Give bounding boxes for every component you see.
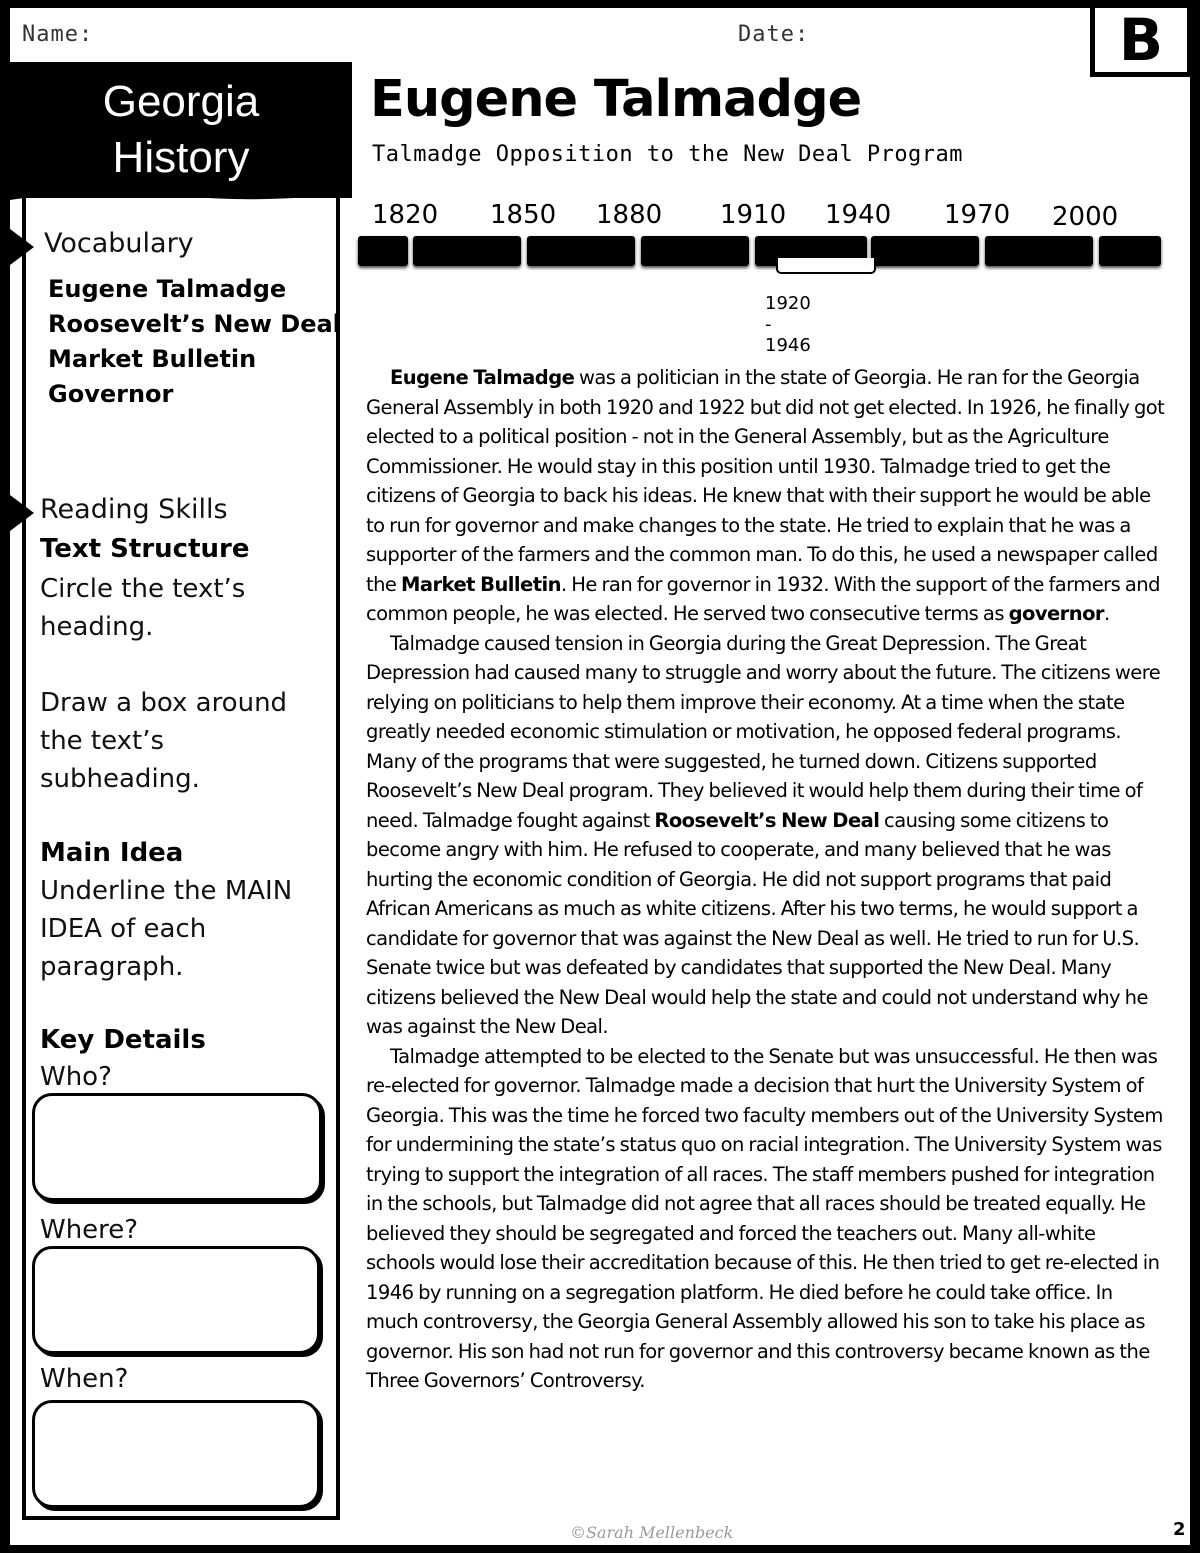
worksheet-page (10, 8, 1190, 1545)
main-idea-heading: Main Idea (40, 838, 184, 868)
timeline-year: 2000 (1052, 202, 1119, 232)
copyright-text: ©Sarah Mellenbeck (570, 1523, 734, 1542)
page-title: Eugene Talmadge (370, 70, 862, 129)
timeline-segment (985, 236, 1093, 266)
timeline-year: 1880 (596, 200, 663, 230)
paragraph-1: Eugene Talmadge was a politician in the state of Georgia. He ran for the Georgia General Assembly in both 1920 and 1922 but did not get elected. In 1926, he finally got elected to a political position - not in the General Assembly, but as the Agriculture Commissioner. He would stay in this position until 1930. Talmadge tried to get the citizens of Georgia to back his ideas. He knew that with their support he would be able to run for governor and make changes to the state. He tried to explain that he was a supporter of the farmers and the common man. To do this, he used a newspaper called the Market Bulletin. He ran for governor in 1932. With the support of the farmers and common people, he was elected. He served two consecutive terms as governor. (366, 366, 1165, 625)
brand-line-1: Georgia (102, 77, 260, 126)
timeline-range-label: 1920 - 1946 (765, 293, 811, 356)
brand-banner (10, 62, 352, 198)
vocab-item: Roosevelt’s New Deal (48, 310, 341, 338)
text-structure-instruction: Circle the text’s heading. (40, 574, 246, 642)
version-badge: B (1090, 8, 1192, 77)
vocabulary-heading: Vocabulary (44, 228, 194, 259)
main-idea-instruction: Underline the MAIN IDEA of each paragraph. (40, 876, 293, 982)
timeline-segment (358, 236, 408, 266)
reading-skills-arrow-icon (10, 495, 34, 531)
vocab-item: Eugene Talmadge (48, 275, 287, 303)
draw-box-instruction: Draw a box around the text’s subheading. (40, 688, 288, 794)
timeline-year: 1820 (372, 200, 439, 230)
timeline-segment (1099, 236, 1161, 266)
timeline-segment (527, 236, 635, 266)
page-subheading: Talmadge Opposition to the New Deal Program (372, 142, 964, 167)
vocab-item: Market Bulletin (48, 345, 257, 373)
date-label: Date: (738, 22, 810, 47)
key-details-heading: Key Details (40, 1025, 206, 1055)
who-label: Who? (40, 1062, 112, 1092)
vocabulary-arrow-icon (10, 229, 34, 265)
vocab-item: Governor (48, 380, 174, 408)
reading-skills-heading: Reading Skills (40, 494, 228, 525)
timeline-year: 1940 (825, 200, 892, 230)
timeline-year: 1970 (944, 200, 1011, 230)
where-answer-box[interactable] (32, 1246, 320, 1354)
where-label: Where? (40, 1215, 139, 1245)
brand-line-2: History (112, 133, 250, 182)
who-answer-box[interactable] (32, 1093, 322, 1201)
timeline-segment (413, 236, 521, 266)
timeline-segment (871, 236, 979, 266)
timeline-highlight-marker (776, 258, 876, 274)
when-label: When? (40, 1364, 129, 1394)
paragraph-2: Talmadge caused tension in Georgia during the Great Depression. The Great Depression had caused many to struggle and worry about the future. The citizens were relying on politicians to help them improve their economy. At a time when the state greatly needed economic stimulation or motivation, he opposed federal programs. Many of the programs that were suggested, he turned down. Citizens supported Roosevelt’s New Deal program. They believed it would help them during their time of need. Talmadge fought against Roosevelt’s New Deal causing some citizens to become angry with him. He refused to cooperate, and many believed that he was hurting the economic condition of Georgia. He did not support programs that paid African Americans as much as white citizens. After his two terms, he would support a candidate for governor that was against the New Deal as well. He tried to run for U.S. Senate twice but was defeated by candidates that supported the New Deal. Many citizens believed the New Deal would help the state and could not understand why he was against the New Deal. (366, 631, 1161, 1038)
text-structure-heading: Text Structure (40, 534, 250, 564)
name-label: Name: (22, 22, 94, 47)
article-body (366, 363, 1166, 1396)
vocabulary-list (48, 272, 341, 412)
paragraph-3: Talmadge attempted to be elected to the Senate but was unsuccessful. He then was re-elected for governor. Talmadge made a decision that hurt the University System of Georgia. This was the time he forced two faculty members out of the University System for undermining the state’s status quo on racial integration. The University System was trying to support the integration of all races. The staff members pushed for integration in the schools, but Talmadge did not agree that all races should be treated equally. He believed they should be segregated and forced the teachers out. Many all-white schools would lose their accreditation because of this. He then tried to get re-elected in 1946 by running on a segregation platform. He died before he could take office. In much controversy, the Georgia General Assembly allowed his son to take his place as governor. His son had not run for governor and this controversy became known as the Three Governors’ Controversy. (366, 1044, 1163, 1392)
when-answer-box[interactable] (32, 1400, 320, 1508)
timeline-segment (641, 236, 749, 266)
timeline-year: 1910 (720, 200, 787, 230)
timeline-year: 1850 (490, 200, 557, 230)
banner-wave (10, 184, 352, 210)
page-number: 2 (1173, 1519, 1186, 1540)
